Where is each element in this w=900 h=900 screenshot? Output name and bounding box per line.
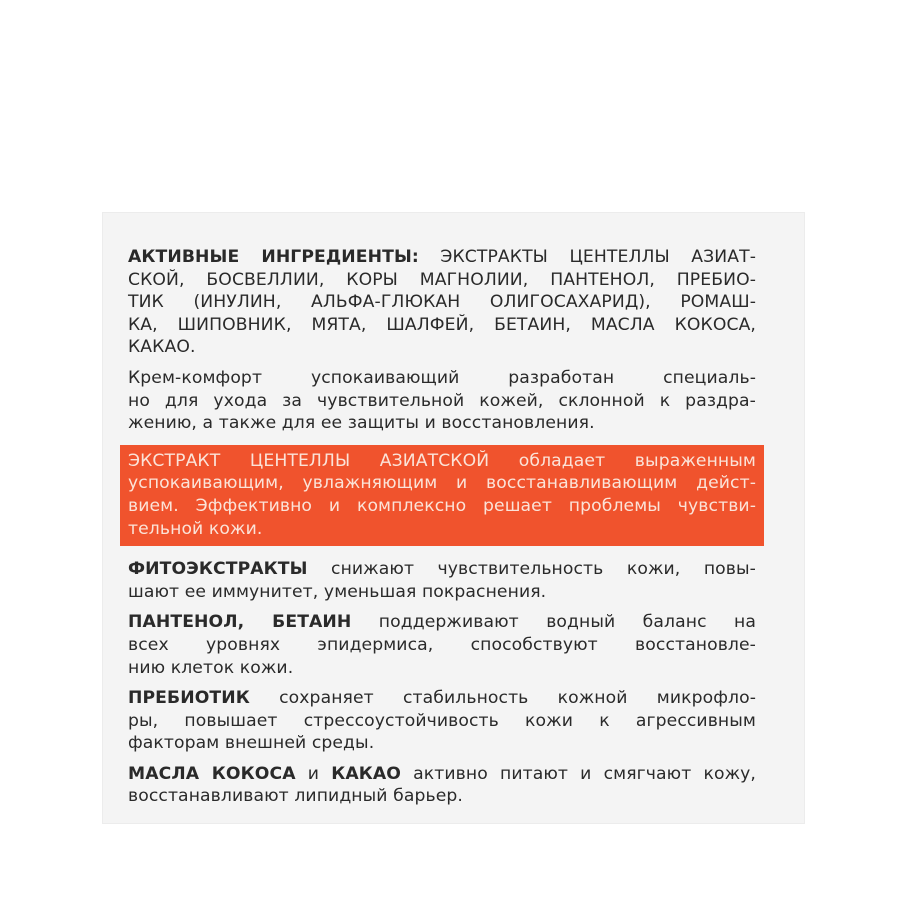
highlight-line: успокаивающим, увлажняющим и восстанавливающим дейст- xyxy=(128,473,756,494)
phyto-paragraph xyxy=(128,558,756,603)
highlight-line: ЭКСТРАКТ ЦЕНТЕЛЛЫ АЗИАТСКОЙ обладает выраженным xyxy=(128,450,756,471)
phyto-line: шают ее иммунитет, уменьшая покраснения. xyxy=(128,581,547,602)
ingredients-line: КАКАО. xyxy=(128,337,196,358)
oils-conjunction: и xyxy=(307,763,320,784)
prebiotic-line: ры, повышает стрессоустойчивость кожи к агрессивным xyxy=(128,710,756,731)
panthenol-paragraph xyxy=(128,611,756,679)
highlight-line: вием. Эффективно и комплексно решает проблемы чувстви- xyxy=(128,495,756,516)
panthenol-line: нию клеток кожи. xyxy=(128,657,294,678)
description-line: но для ухода за чувствительной кожей, склонной к раздра- xyxy=(128,390,756,411)
label-text xyxy=(128,246,756,816)
oils-label-coconut: МАСЛА КОКОСА xyxy=(128,763,296,784)
panthenol-text: поддерживают водный баланс на xyxy=(378,612,756,633)
oils-line: восстанавливают липидный барьер. xyxy=(128,786,463,807)
description-line: жению, а также для ее защиты и восстановления. xyxy=(128,413,595,434)
description-line: Крем-комфорт успокаивающий разработан специаль- xyxy=(128,367,756,388)
prebiotic-label: ПРЕБИОТИК xyxy=(128,688,250,709)
ingredients-text: ЭКСТРАКТЫ ЦЕНТЕЛЛЫ АЗИАТ- xyxy=(440,247,756,267)
ingredients-line: ТИК (ИНУЛИН, АЛЬФА-ГЛЮКАН ОЛИГОСАХАРИД), РОМАШ- xyxy=(128,292,756,313)
prebiotic-text: сохраняет стабильность кожной микрофло- xyxy=(279,688,756,709)
ingredients-paragraph xyxy=(128,246,756,359)
panthenol-line: всех уровнях эпидермиса, способствуют восстановле- xyxy=(128,634,756,655)
phyto-text: снижают чувствительность кожи, повы- xyxy=(331,559,756,580)
ingredients-line: СКОЙ, БОСВЕЛЛИИ, КОРЫ МАГНОЛИИ, ПАНТЕНОЛ, ПРЕБИО- xyxy=(128,269,756,290)
ingredients-label: АКТИВНЫЕ ИНГРЕДИЕНТЫ: xyxy=(128,247,419,267)
highlight-line: тельной кожи. xyxy=(128,518,263,539)
ingredients-line: КА, ШИПОВНИК, МЯТА, ШАЛФЕЙ, БЕТАИН, МАСЛА КОКОСА, xyxy=(128,314,756,335)
phyto-label: ФИТОЭКСТРАКТЫ xyxy=(128,559,308,580)
oils-text: активно питают и смягчают кожу, xyxy=(413,763,756,784)
panthenol-label: ПАНТЕНОЛ, БЕТАИН xyxy=(128,612,352,633)
centella-highlight-box xyxy=(120,445,764,546)
oils-paragraph xyxy=(128,763,756,808)
prebiotic-paragraph xyxy=(128,687,756,755)
oils-label-cocoa: КАКАО xyxy=(331,763,402,784)
description-paragraph xyxy=(128,367,756,435)
prebiotic-line: факторам внешней среды. xyxy=(128,733,375,754)
